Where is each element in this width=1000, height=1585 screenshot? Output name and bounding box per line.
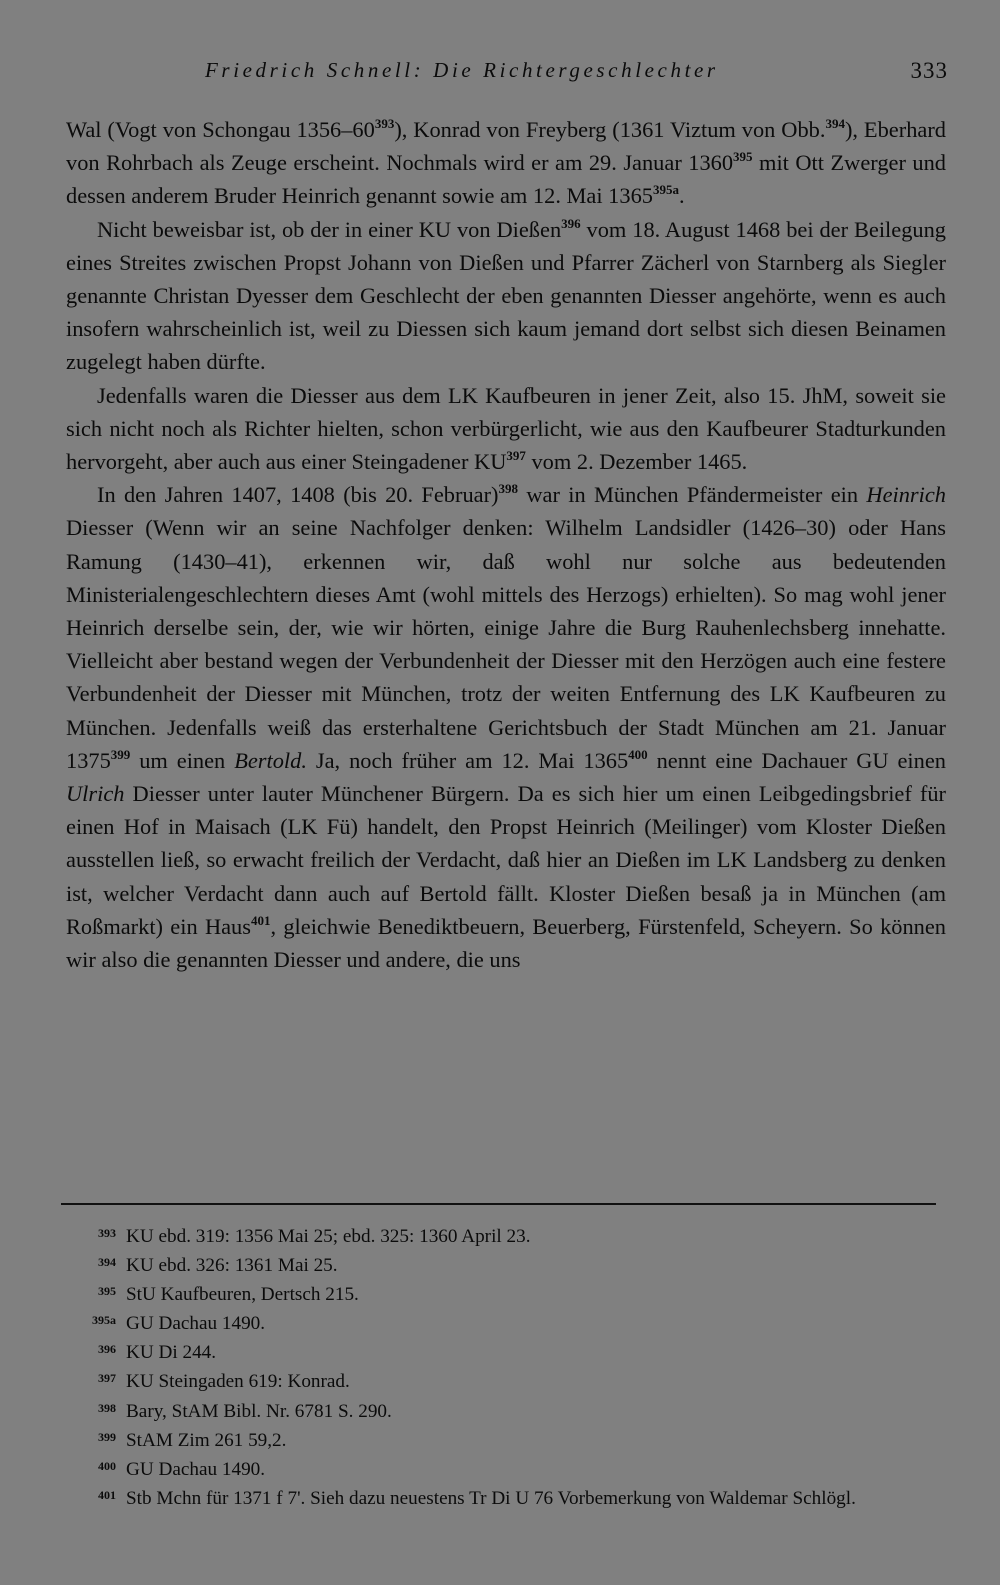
footnote-number: 396 xyxy=(98,1342,116,1357)
footnote xyxy=(60,1339,936,1368)
text-run: Diesser unter lauter Münchener Bürgern. Da es sich hier um einen Leibgedingsbrief für einen Hof in Maisach (LK Fü) handelt, den Propst Heinrich (Meilinger) vom Kloster Dießen ausstellen ließ, so erwacht freilich der Verdacht, daß hier an Dießen im LK Landsberg zu denken ist, welcher Verdacht dann auch auf Bertold fällt. Kloster Dießen besaß ja in München (am Roßmarkt) ein Haus xyxy=(66,781,946,939)
paragraph xyxy=(66,213,946,379)
text-run: war in München Pfändermeister ein xyxy=(518,482,867,508)
text-run: mit Ott Zwerger und dessen anderem Bruder Heinrich genannt sowie am 12. Mai 1365 xyxy=(66,150,946,209)
running-title: Friedrich Schnell: Die Richtergeschlechter xyxy=(205,58,719,82)
footnote-reference: 401 xyxy=(250,912,271,928)
footnote-reference: 393 xyxy=(374,116,395,131)
text-run: um einen xyxy=(130,747,235,773)
footnote-text: StAM Zim 261 59,2. xyxy=(126,1429,287,1451)
footnote-number: 397 xyxy=(98,1371,116,1386)
text-run: vom 2. Dezember 1465. xyxy=(525,449,748,475)
footnote-text: StU Kaufbeuren, Dertsch 215. xyxy=(126,1284,359,1306)
body-text xyxy=(66,113,946,976)
text-run: vom 18. August 1468 bei der Beilegung eines Streites zwischen Propst Johann von Dießen und Pfarrer Zächerl von Starnberg als Siegler genannte Christan Dyesser dem Geschlecht der eben genannten Diesser angehörte, wenn es auch insofern wahrscheinlich ist, weil zu Diessen sich kaum jemand dort selbst sich diesen Beinamen zugelegt haben dürfte. xyxy=(66,216,946,375)
page-number: 333 xyxy=(910,58,948,83)
footnote-reference: 397 xyxy=(506,448,526,464)
text-run: ), Eberhard von Rohrbach als Zeuge erscheint. Nochmals wird er am 29. Januar 1360 xyxy=(66,117,946,176)
footnote-reference: 400 xyxy=(628,746,648,762)
footnote xyxy=(60,1223,936,1252)
footnote-text: GU Dachau 1490. xyxy=(126,1313,266,1335)
footnote-reference: 398 xyxy=(498,481,519,497)
footnote xyxy=(60,1310,936,1339)
footnote-text: GU Dachau 1490. xyxy=(126,1458,266,1480)
text-run: Wal (Vogt von Schongau 1356–60 xyxy=(66,117,375,142)
italic-name: Ulrich xyxy=(66,781,125,807)
footnote-reference: 395 xyxy=(733,149,753,165)
italic-name: Heinrich xyxy=(866,482,946,508)
footnote-number: 395 xyxy=(98,1284,116,1299)
footnotes xyxy=(60,1223,936,1514)
footnote xyxy=(60,1281,936,1310)
footnote xyxy=(60,1485,936,1514)
footnote xyxy=(60,1252,936,1281)
running-head xyxy=(0,58,1000,92)
footnote-divider xyxy=(61,1203,936,1205)
footnote-reference: 396 xyxy=(561,215,581,231)
text-run: Diesser (Wenn wir an seine Nachfolger denken: Wilhelm Landsidler (1426–30) oder Hans Ramung (1430–41), erkennen wir, daß wohl nur solche aus bedeutenden Ministerialengeschlechtern dieses Amt (wohl mittels des Herzogs) erhielten). So mag wohl jener Heinrich derselbe sein, der, wie wir hörten, einige Jahre die Burg Rauhenlechsberg innehatte. Vielleicht aber bestand wegen der Verbundenheit der Diesser mit den Herzögen auch eine festere Verbundenheit der Diesser mit München, trotz der weiten Entfernung des LK Kaufbeuren zu München. Jedenfalls weiß das ersterhaltene Gerichtsbuch der Stadt München am 21. Januar 1375 xyxy=(66,515,946,773)
text-run: Jedenfalls waren die Diesser aus dem LK Kaufbeuren in jener Zeit, also 15. JhM, soweit sie sich nicht noch als Richter hielten, schon verbürgerlicht, wie aus den Kaufbeurer Stadturkunden hervorgeht, aber auch aus einer Steingadener KU xyxy=(66,382,946,475)
text-run: In den Jahren 1407, 1408 (bis 20. Februar) xyxy=(97,482,499,508)
footnote-number: 400 xyxy=(98,1458,116,1473)
footnote-number: 393 xyxy=(98,1226,116,1240)
footnote-text: KU ebd. 326: 1361 Mai 25. xyxy=(126,1255,338,1277)
text-run: nennt eine Dachauer GU einen xyxy=(647,747,946,773)
footnote-text: KU Steingaden 619: Konrad. xyxy=(126,1371,350,1393)
footnote xyxy=(60,1368,936,1397)
paragraph xyxy=(66,113,946,213)
footnote-number: 394 xyxy=(98,1255,116,1270)
footnote-text: Stb Mchn für 1371 f 7'. Sieh dazu neuestens Tr Di U 76 Vorbemerkung von Waldemar Schlögl. xyxy=(126,1487,856,1509)
text-run: , gleichwie Benediktbeuern, Beuerberg, Fürstenfeld, Scheyern. So können wir also die genannten Diesser und andere, die uns xyxy=(66,913,946,973)
footnote-number: 398 xyxy=(98,1400,116,1415)
footnote-text: KU ebd. 319: 1356 Mai 25; ebd. 325: 1360 April 23. xyxy=(126,1226,531,1247)
text-run: Ja, noch früher am 12. Mai 1365 xyxy=(306,747,629,773)
footnote-reference: 399 xyxy=(110,746,131,762)
footnote-number: 401 xyxy=(98,1487,116,1502)
paragraph xyxy=(66,379,946,479)
footnote-number: 395a xyxy=(92,1313,116,1328)
footnote xyxy=(60,1398,936,1427)
paragraph xyxy=(66,478,946,976)
text-run: Nicht beweisbar ist, ob der in einer KU von Dießen xyxy=(97,216,562,242)
footnote-reference: 394 xyxy=(825,116,845,131)
italic-name: Bertold. xyxy=(234,747,307,773)
footnote-text: Bary, StAM Bibl. Nr. 6781 S. 290. xyxy=(126,1400,392,1422)
footnote xyxy=(60,1427,936,1456)
footnote-text: KU Di 244. xyxy=(126,1342,217,1364)
footnote-reference: 395a xyxy=(652,182,679,198)
footnote-number: 399 xyxy=(98,1429,116,1444)
footnote xyxy=(60,1456,936,1485)
text-run: ), Konrad von Freyberg (1361 Viztum von Obb. xyxy=(394,117,826,142)
text-run: . xyxy=(678,183,685,209)
